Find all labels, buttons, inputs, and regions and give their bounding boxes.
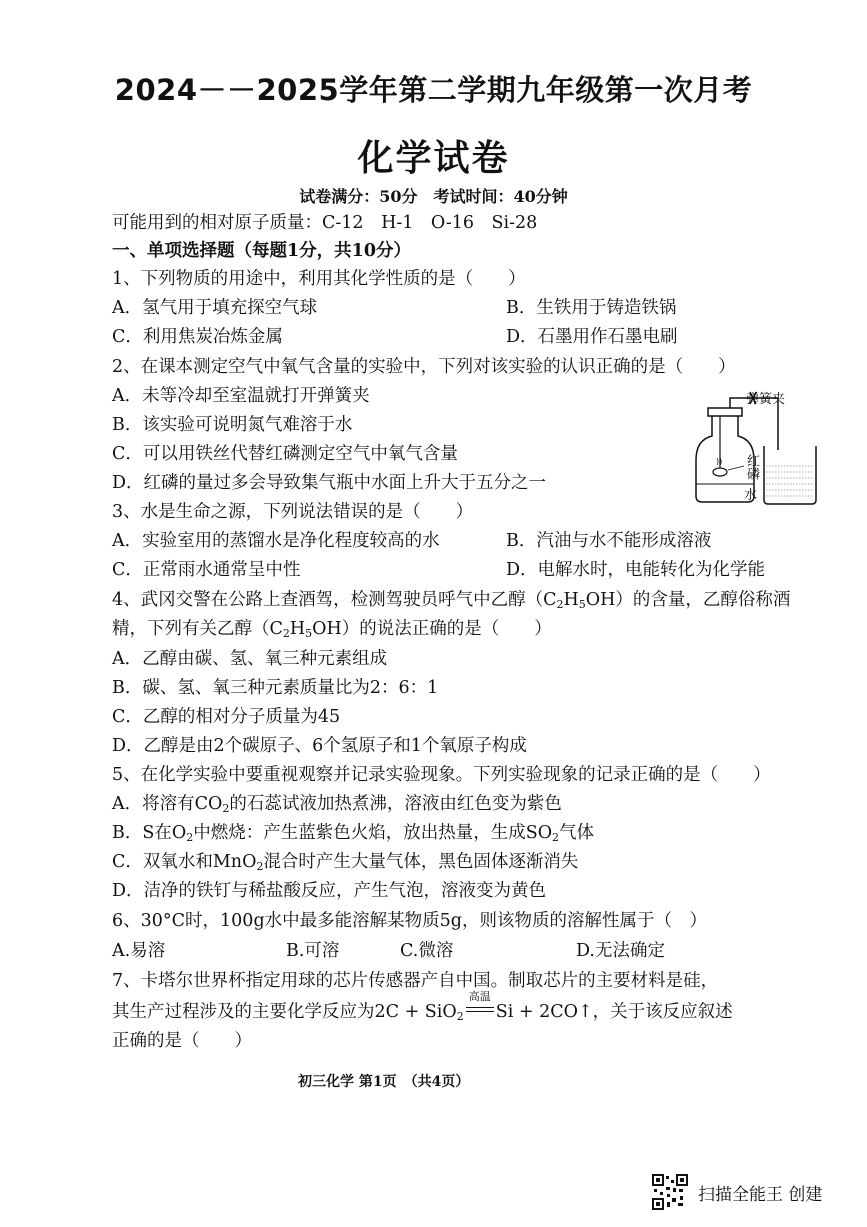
q7-line2: 其生产过程涉及的主要化学反应为2C + SiO$_2$ 高温 Si + 2CO↑，关于该反应叙述: [112, 990, 733, 1023]
page-footer: 初三化学 第1页 （共4页）: [298, 1074, 470, 1090]
q5-option-c: C．双氧水和MnO$_2$混合时产生大量气体，黑色固体逐渐消失: [112, 852, 579, 873]
q1-option-b: B．生铁用于铸造铁锅: [506, 298, 677, 318]
q6-option-a: A.易溶: [112, 941, 166, 961]
reaction-condition: 高温: [464, 1001, 496, 1023]
q2-option-b: B．该实验可说明氮气难溶于水: [112, 415, 353, 435]
q7-line3: 正确的是（ ）: [112, 1031, 252, 1051]
q6-option-d: D.无法确定: [576, 941, 665, 961]
q6-stem: 6、30°C时，100g水中最多能溶解某物质5g，则该物质的溶解性属于（ ）: [112, 911, 707, 931]
q4-stem-line2: 精，下列有关乙醇$(C_2H_5OH)$的说法正确的是（ ）: [112, 619, 552, 640]
water-label: 水: [744, 488, 758, 503]
q5-option-a: A．将溶有$CO_2$的石蕊试液加热煮沸，溶液由红色变为紫色: [112, 794, 562, 815]
q3-option-a: A．实验室用的蒸馏水是净化程度较高的水: [112, 531, 440, 551]
qr-code-icon: [652, 1174, 688, 1210]
q6-option-c: C.微溶: [400, 941, 454, 961]
q2-option-d: D．红磷的量过多会导致集气瓶中水面上升大于五分之一: [112, 473, 547, 493]
q5-option-b: B．S在$O_2$中燃烧：产生蓝紫色火焰，放出热量，生成$SO_2$气体: [112, 823, 595, 844]
q3-option-b: B．汽油与水不能形成溶液: [506, 531, 712, 551]
q5-stem: 5、在化学实验中要重视观察并记录实验现象。下列实验现象的记录正确的是（ ）: [112, 765, 771, 785]
section-heading: 一、单项选择题（每题1分，共10分）: [112, 241, 412, 261]
scanner-watermark-text: 扫描全能王 创建: [698, 1184, 823, 1205]
q1-option-c: C．利用焦炭冶炼金属: [112, 327, 283, 347]
q1-option-d: D．石墨用作石墨电刷: [506, 327, 678, 347]
atomic-masses: 可能用到的相对原子质量：C-12 H-1 O-16 Si-28: [112, 213, 538, 233]
q3-stem: 3、水是生命之源，下列说法错误的是（ ）: [112, 502, 474, 522]
q2-apparatus-figure: [690, 388, 820, 512]
q1-stem: 1、下列物质的用途中，利用其化学性质的是（ ）: [112, 269, 526, 289]
q4-option-a: A．乙醇由碳、氢、氧三种元素组成: [112, 649, 388, 669]
exam-meta: 试卷满分：50分 考试时间：40分钟: [299, 187, 568, 206]
q4-stem-line1: 4、武冈交警在公路上查酒驾，检测驾驶员呼气中乙醇$(C_2H_5OH)$的含量，乙醇俗称酒: [112, 590, 791, 611]
q7-line1: 7、卡塔尔世界杯指定用球的芯片传感器产自中国。制取芯片的主要材料是硅，: [112, 971, 719, 991]
q4-option-d: D．乙醇是由2个碳原子、6个氢原子和1个氧原子构成: [112, 736, 527, 756]
exam-title: 2024－－2025学年第二学期九年级第一次月考: [114, 73, 753, 107]
q4-option-b: B．碳、氢、氧三种元素质量比为2：6：1: [112, 678, 439, 698]
q3-option-d: D．电解水时，电能转化为化学能: [506, 560, 766, 580]
q2-stem: 2、在课本测定空气中氧气含量的实验中，下列对该实验的认识正确的是（ ）: [112, 357, 736, 377]
exam-subtitle: 化学试卷: [357, 138, 510, 179]
q2-option-c: C．可以用铁丝代替红磷测定空气中氧气含量: [112, 444, 458, 464]
q5-option-d: D．洁净的铁钉与稀盐酸反应，产生气泡，溶液变为黄色: [112, 881, 547, 901]
q1-option-a: A．氢气用于填充探空气球: [112, 298, 318, 318]
clamp-label: 弹簧夹: [746, 392, 786, 407]
q6-option-b: B.可溶: [286, 941, 340, 961]
q3-option-c: C．正常雨水通常呈中性: [112, 560, 301, 580]
q4-option-c: C．乙醇的相对分子质量为45: [112, 707, 341, 727]
scanner-watermark: [652, 1174, 822, 1210]
svg-text:)): )): [716, 457, 723, 466]
q2-option-a: A．未等冷却至室温就打开弹簧夹: [112, 386, 370, 406]
phosphorus-label: 红磷: [744, 454, 759, 480]
